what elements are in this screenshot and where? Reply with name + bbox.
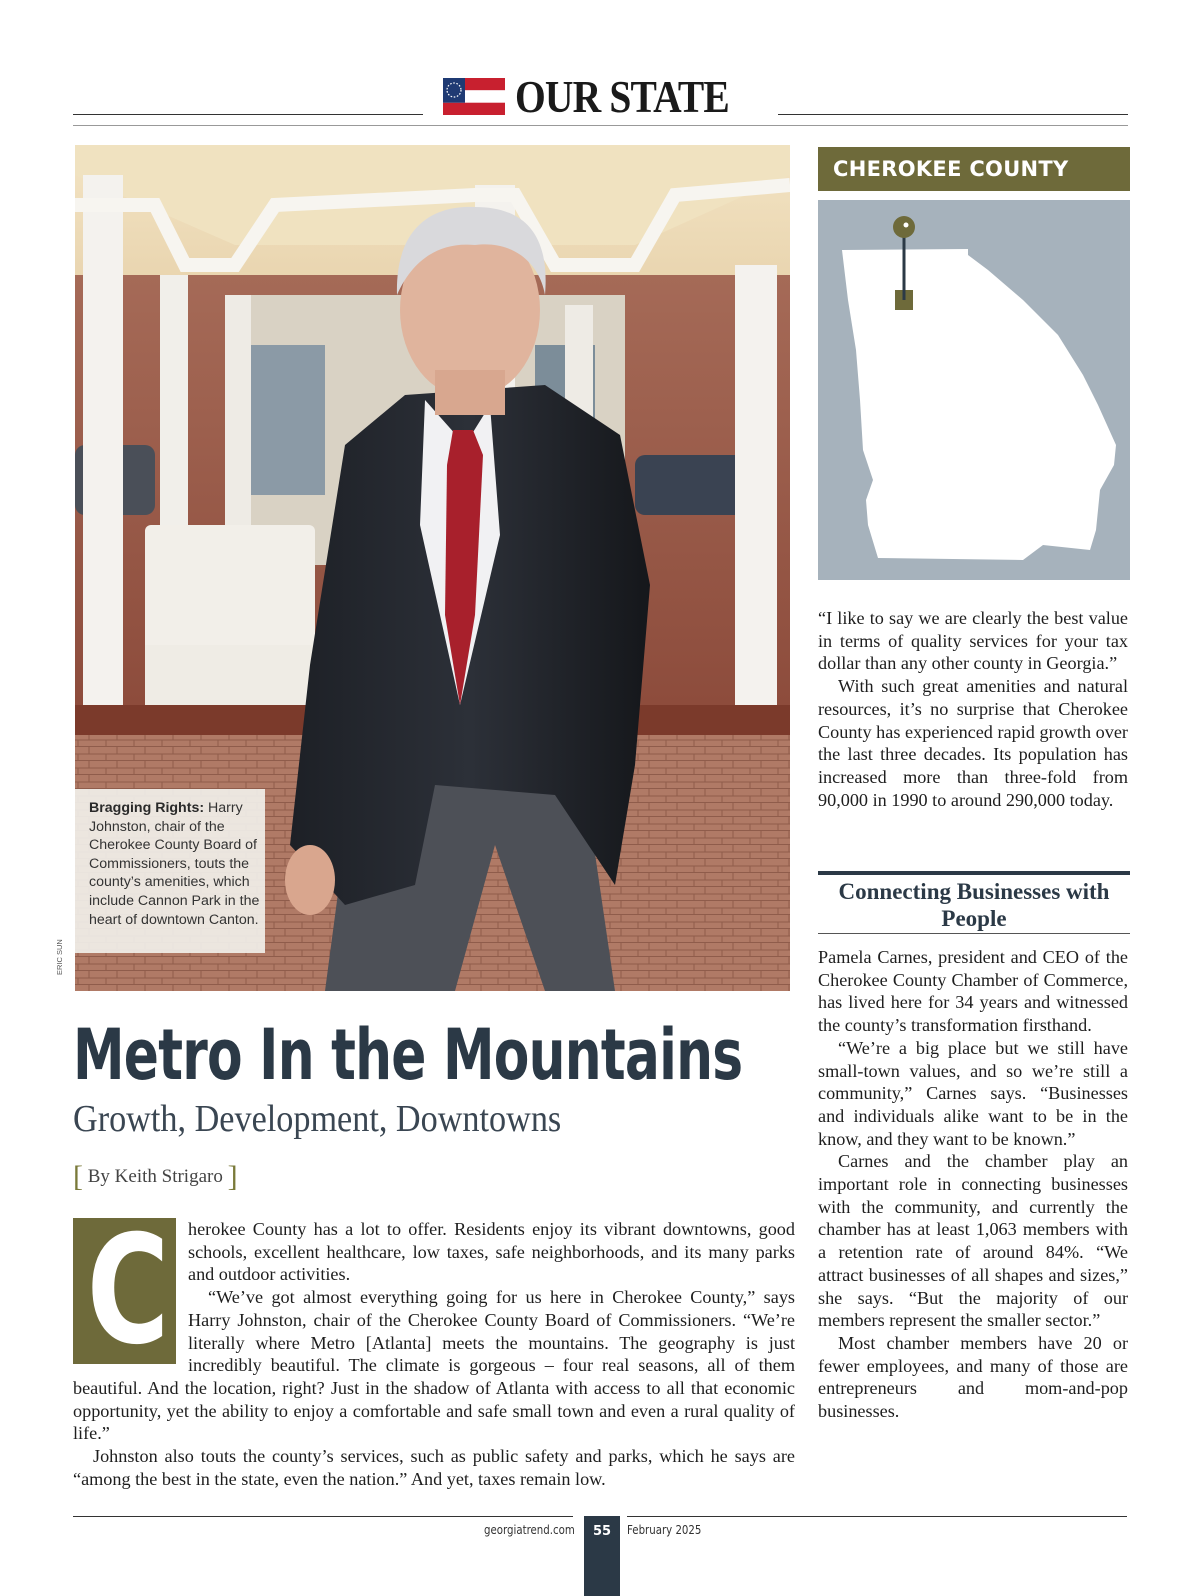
subsection-rule-top — [818, 871, 1130, 875]
drop-cap: C — [73, 1218, 176, 1364]
footer-rule-right — [627, 1516, 1127, 1517]
byline-bracket-right: ] — [227, 1160, 238, 1193]
georgia-map — [818, 200, 1130, 580]
paragraph: “I like to say we are clearly the best value in terms of quality services for your tax dollar than any other county in Georgia.” — [818, 608, 1128, 674]
byline — [73, 1160, 238, 1194]
header-rule-left — [73, 114, 423, 115]
article-subhead: Growth, Development, Downtowns — [73, 1098, 562, 1140]
paragraph: Carnes and the chamber play an important role in connecting businesses with the community, and currently the chamber has at least 1,063 members with a retention rate of around 84%. “We attract businesses of all shapes and sizes,” she says. “But the majority of our members represent the smaller sector.” — [818, 1151, 1128, 1331]
right-column-bottom — [818, 946, 1128, 1423]
header-rule-right — [778, 114, 1128, 115]
page-number: 55 — [584, 1516, 620, 1596]
caption-text: Harry Johnston, chair of the Cherokee County Board of Commissioners, touts the county’s amenities, which include Cannon Park in the heart of downtown Canton. — [89, 800, 260, 928]
paragraph: With such great amenities and natural resources, it’s no surprise that Cherokee County has experienced rapid growth over the last three decades. Its population has increased more than three-fold from 90,000 in 1990 to around 290,000 today. — [818, 676, 1128, 810]
paragraph: Johnston also touts the county’s services, such as public safety and parks, which he says are “among the best in the state, even the nation.” And yet, taxes remain low. — [73, 1446, 795, 1489]
byline-bracket-left: [ — [73, 1160, 83, 1193]
georgia-flag-icon — [443, 78, 505, 115]
paragraph: Pamela Carnes, president and CEO of the Cherokee County Chamber of Commerce, has lived here for 34 years and witnessed the county’s transformation firsthand. — [818, 947, 1128, 1036]
paragraph: “We’ve got almost everything going for us here in Cherokee County,” says Harry Johnston, chair of the Cherokee County Board of Commissioners. “We’re literally where Metro [Atlanta] meets the mountains. The geography is just incredibly beautiful. The climate is gorgeous – four real seasons, all of them beautiful. And the location, right? Just in the shadow of Atlanta with access to all that economic opportunity, yet the ability to enjoy a comfortable and safe small town and even a rural quality of life.” — [73, 1287, 795, 1444]
footer-rule-left — [73, 1516, 573, 1517]
caption-lead: Bragging Rights: — [89, 800, 205, 816]
byline-text: By Keith Strigaro — [87, 1166, 223, 1187]
county-label: CHEROKEE COUNTY — [818, 147, 1130, 191]
right-column-top — [818, 607, 1128, 811]
paragraph: Most chamber members have 20 or fewer employees, and many of those are entrepreneurs and mom-and-pop businesses. — [818, 1332, 1128, 1422]
header-rule-full — [73, 125, 1128, 126]
subsection-title: Connecting Businesses with People — [838, 879, 1110, 931]
paragraph: herokee County has a lot to offer. Residents enjoy its vibrant downtowns, good schools, excellent healthcare, low taxes, safe neighborhoods, and its many parks and outdoor activities. — [188, 1219, 795, 1285]
photo-credit: ERIC SUN — [55, 939, 64, 975]
footer-url: georgiatrend.com — [484, 1523, 575, 1537]
section-title: OUR STATE — [515, 71, 729, 122]
subsection-rule-bottom — [818, 933, 1130, 934]
paragraph: “We’re a big place but we still have small-town values, and so we’re still a community,” Carnes says. “Businesses and individuals alike want to be in the know, and they want to be known.” — [818, 1037, 1128, 1149]
article-headline: Metro In the Mountains — [73, 1014, 743, 1096]
main-column — [73, 1218, 795, 1490]
photo-caption — [75, 789, 265, 953]
footer-date: February 2025 — [627, 1523, 702, 1537]
